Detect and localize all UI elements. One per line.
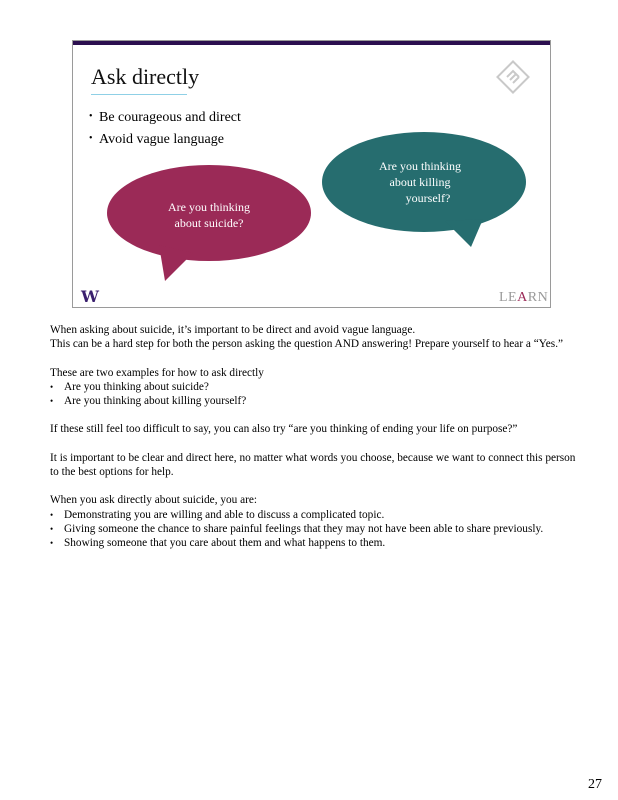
notes-text: These are two examples for how to ask directly bbox=[50, 366, 264, 379]
uw-logo: W bbox=[81, 287, 99, 306]
slide-image bbox=[72, 40, 551, 308]
list-item: • Are you thinking about suicide? bbox=[50, 380, 209, 393]
slide-title: Ask directly bbox=[91, 64, 200, 89]
bubble-left-text: Are you thinking about suicide? bbox=[168, 200, 250, 230]
list-item: • Are you thinking about killing yourself? bbox=[50, 395, 247, 408]
benefits-list bbox=[50, 508, 585, 551]
slide-bullet: • Avoid vague language bbox=[89, 132, 224, 147]
notes-text: This can be a hard step for both the person asking the question AND answering! Prepare yourself to hear a “Yes.” bbox=[50, 338, 564, 351]
page-number: 27 bbox=[588, 777, 602, 792]
bubble-right-text: Are you thinking about killing yourself? bbox=[379, 159, 461, 205]
slide-bullet: • Be courageous and direct bbox=[89, 110, 241, 125]
speaker-notes bbox=[50, 323, 585, 551]
notes-text: If these still feel too difficult to say, you can also try “are you thinking of ending your life on purpose?” bbox=[50, 423, 518, 436]
notes-text: When asking about suicide, it’s important to be direct and avoid vague language. bbox=[50, 324, 416, 336]
notes-text: It is important to be clear and direct here, no matter what words you choose, because we want to connect this person to the best options for help. bbox=[50, 451, 576, 479]
list-item: • Giving someone the chance to share painful feelings that they may not have been able to share previously. bbox=[50, 522, 544, 535]
notes-text: When you ask directly about suicide, you are: bbox=[50, 494, 258, 507]
diamond-logo-icon bbox=[493, 57, 533, 97]
list-item: • Demonstrating you are willing and able to discuss a complicated topic. bbox=[50, 508, 385, 521]
list-item: • Showing someone that you care about them and what happens to them. bbox=[50, 537, 386, 550]
learn-logo: LEARN bbox=[499, 290, 549, 305]
examples-list bbox=[50, 380, 585, 409]
